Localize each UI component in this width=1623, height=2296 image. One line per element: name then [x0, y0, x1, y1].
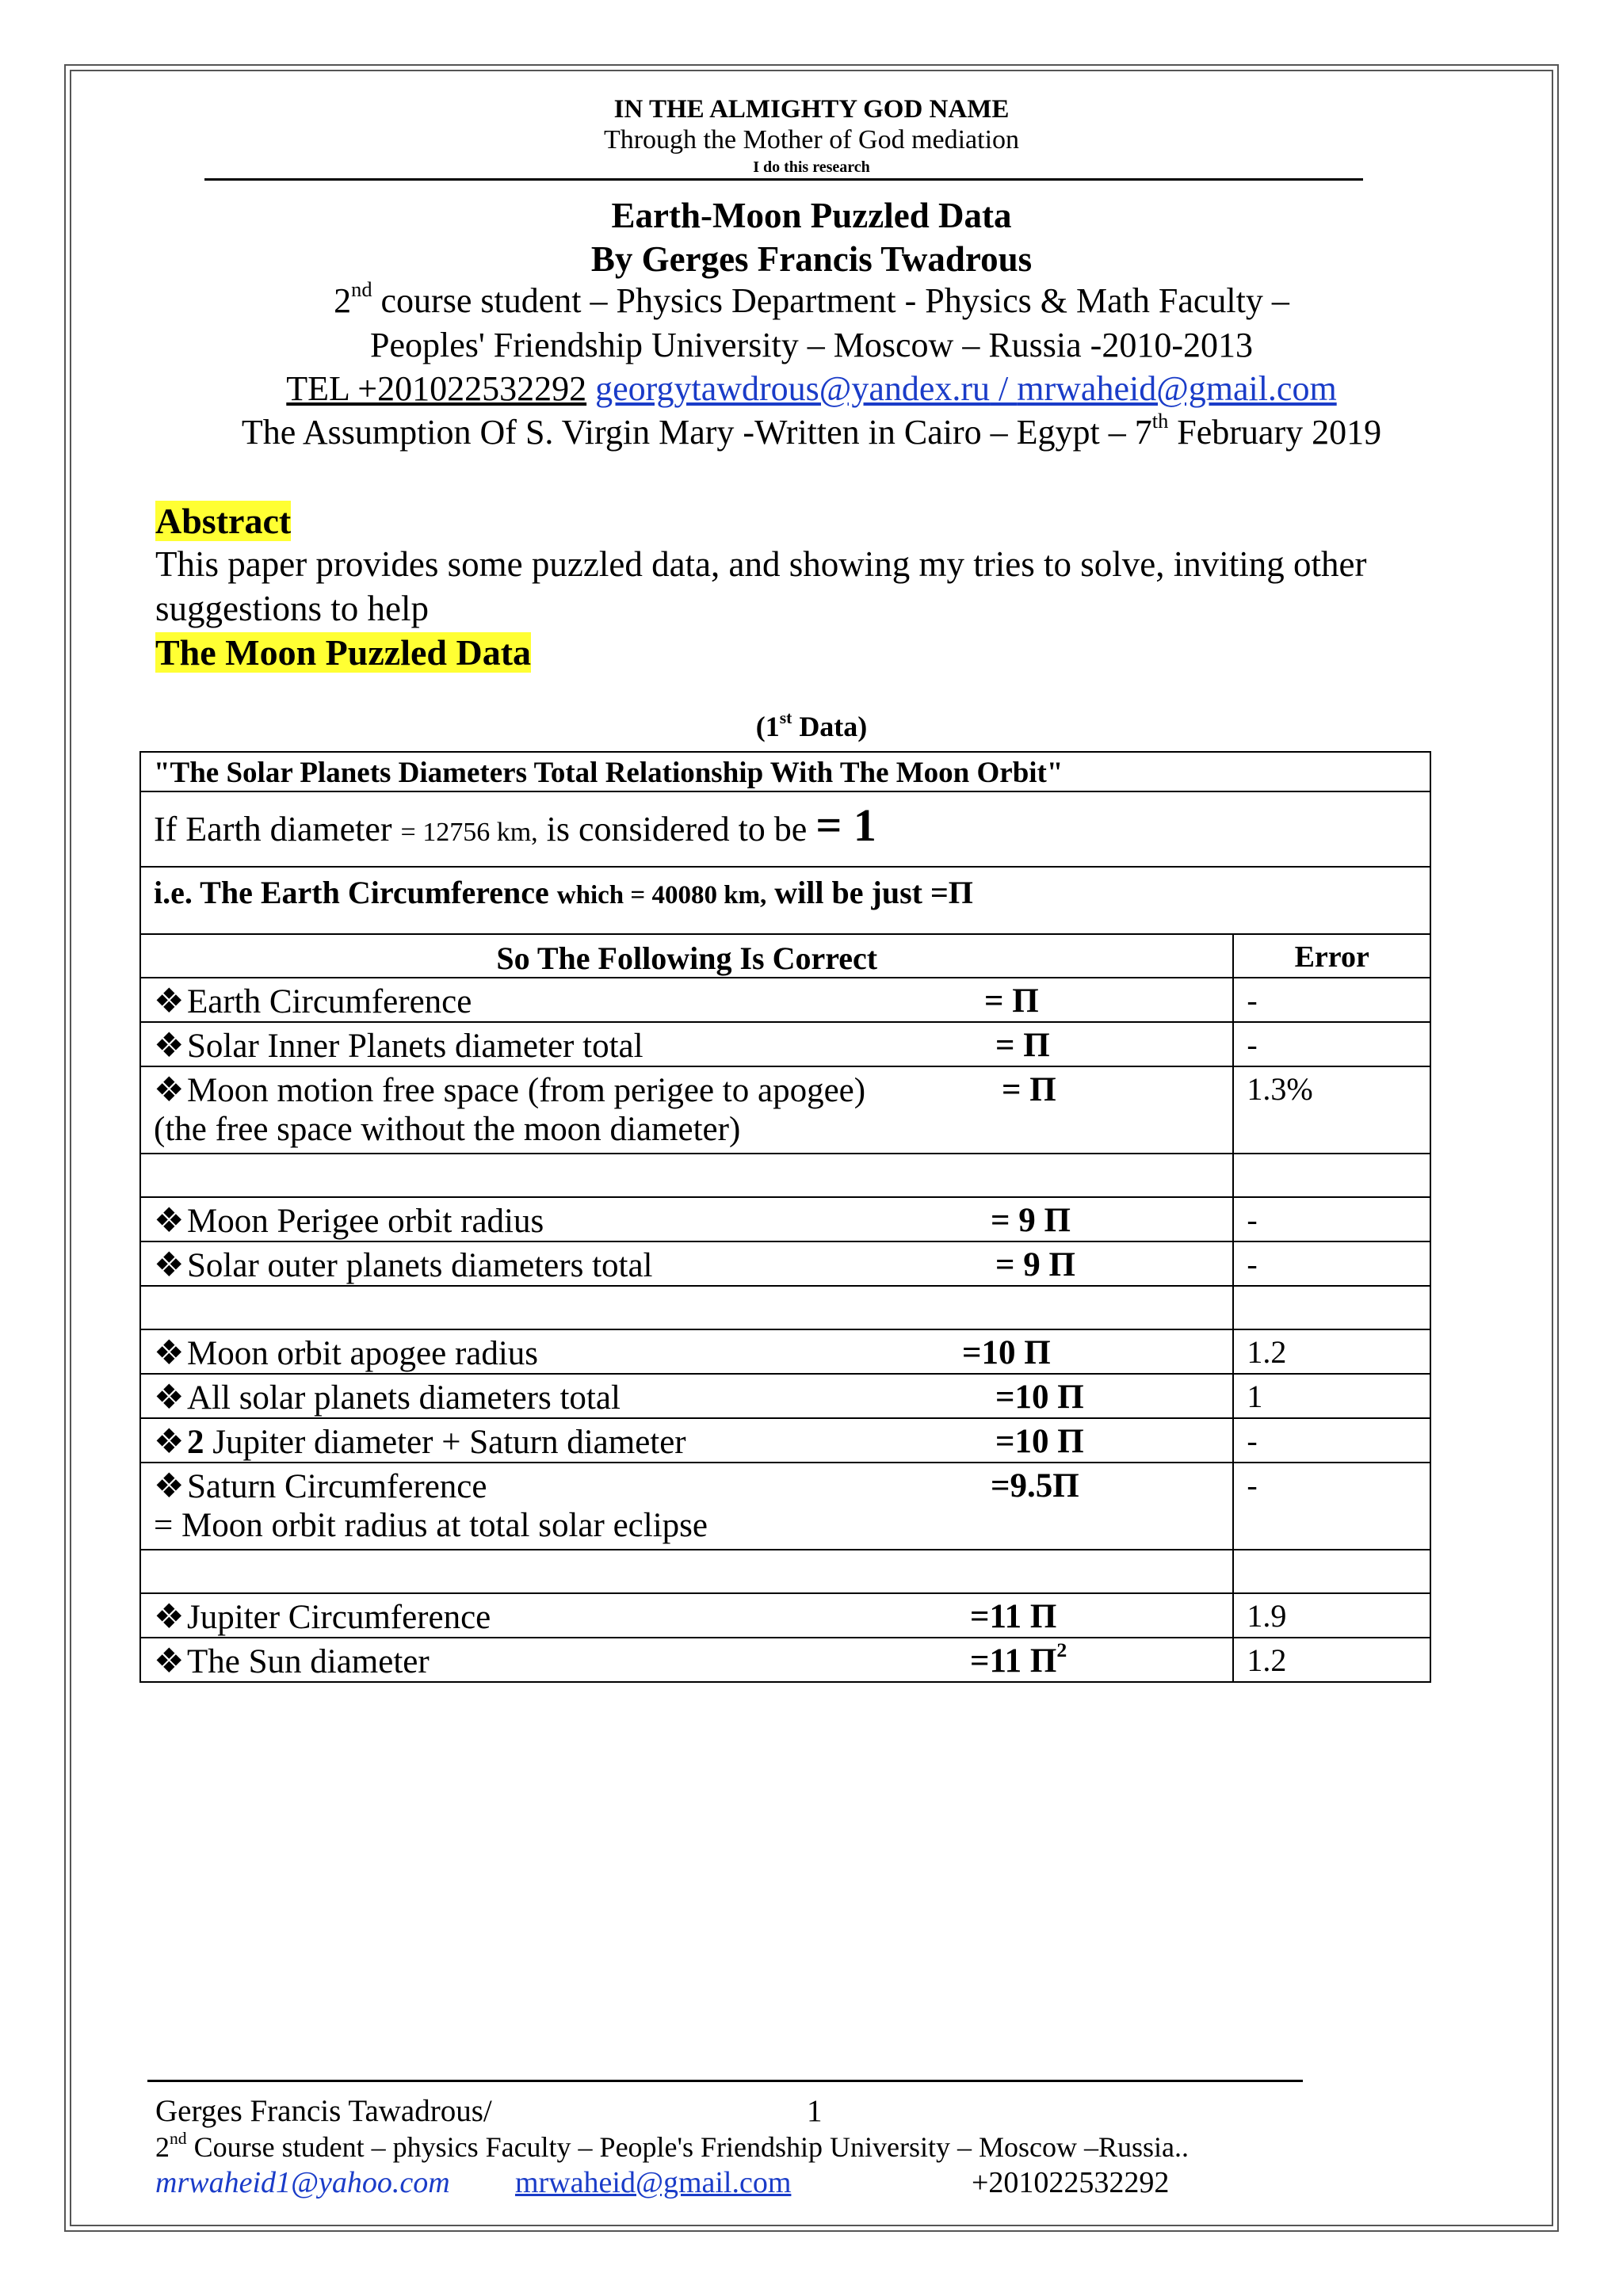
earth-circ-value: which = 40080 km, — [556, 881, 767, 910]
footer-course-description: Course student – physics Faculty – People's Friendship University – Moscow –Russia.. — [186, 2131, 1190, 2163]
earth-diameter-unity: = 1 — [815, 799, 876, 851]
abstract-heading — [155, 500, 291, 542]
footer-course-number: 2 — [155, 2131, 170, 2163]
table-row — [140, 1638, 1430, 1682]
item-cell — [140, 978, 1233, 1022]
table-row — [140, 1418, 1430, 1463]
table-row-spacer — [140, 1154, 1430, 1197]
item-value: = Π — [984, 982, 1039, 1020]
spacer-cell — [140, 1286, 1233, 1329]
item-label: Saturn Circumference — [187, 1468, 487, 1505]
item-label-bold: 2 — [187, 1424, 204, 1461]
footer-course-ordinal: nd — [170, 2128, 187, 2148]
table-row — [140, 978, 1430, 1022]
contact-line — [0, 368, 1623, 409]
item-value: = 9 Π — [995, 1246, 1075, 1283]
course-line — [0, 277, 1623, 321]
item-note: = Moon orbit radius at total solar eclipse — [154, 1507, 708, 1544]
item-cell — [140, 1374, 1233, 1418]
item-value: =10 Π — [962, 1334, 1051, 1371]
item-error: 1.3% — [1233, 1066, 1430, 1154]
item-cell — [140, 1197, 1233, 1241]
email-link-gmail[interactable]: mrwaheid@gmail.com — [1017, 369, 1337, 408]
item-cell — [140, 1066, 1233, 1154]
bullet-icon: ❖ — [154, 983, 185, 1020]
item-value: =9.5Π — [991, 1467, 1079, 1505]
item-value: = Π — [1002, 1071, 1056, 1108]
earth-circ-pi: will be just =Π — [766, 875, 973, 910]
bullet-icon: ❖ — [154, 1599, 185, 1636]
abstract-text-line2: suggestions to help — [155, 589, 429, 628]
item-label: Earth Circumference — [187, 983, 472, 1020]
item-cell — [140, 1593, 1233, 1638]
header-dedication: IN THE ALMIGHTY GOD NAME — [613, 95, 1010, 124]
written-ordinal: th — [1151, 409, 1169, 433]
paper-title: Earth-Moon Puzzled Data — [611, 196, 1012, 235]
error-header-cell: Error — [1233, 934, 1430, 978]
university-line: Peoples' Friendship University – Moscow – Russia -2010-2013 — [370, 326, 1253, 364]
item-label: Moon motion free space (from perigee to apogee) — [187, 1072, 866, 1109]
table-row — [140, 1593, 1430, 1638]
table-row — [140, 1066, 1430, 1154]
caption-ordinal: st — [779, 707, 792, 727]
earth-circ-label: i.e. The Earth Circumference — [154, 875, 557, 910]
item-error: - — [1233, 1463, 1430, 1550]
earth-diameter-label: If Earth diameter — [154, 810, 401, 849]
written-prefix: The Assumption Of S. Virgin Mary -Written in Cairo – Egypt – 7 — [241, 413, 1152, 452]
item-error: - — [1233, 1197, 1430, 1241]
bullet-icon: ❖ — [154, 1203, 185, 1240]
item-label: All solar planets diameters total — [187, 1379, 621, 1417]
bullet-icon: ❖ — [154, 1028, 185, 1065]
spacer-cell — [140, 1550, 1233, 1593]
tel-number: TEL +201022532292 — [286, 369, 587, 408]
table-row — [140, 1241, 1430, 1286]
written-date: February 2019 — [1168, 413, 1382, 452]
correct-header-cell: So The Following Is Correct — [140, 934, 1233, 978]
table-row — [140, 1329, 1430, 1374]
item-note: (the free space without the moon diameter) — [154, 1111, 741, 1148]
item-label: Moon Perigee orbit radius — [187, 1203, 544, 1240]
item-value: =10 Π — [995, 1423, 1084, 1460]
table-row — [140, 1374, 1430, 1418]
bullet-icon: ❖ — [154, 1643, 185, 1680]
section-heading — [155, 631, 531, 673]
table-title-cell: "The Solar Planets Diameters Total Relationship With The Moon Orbit" — [140, 752, 1430, 791]
bullet-icon: ❖ — [154, 1468, 185, 1505]
item-label: Solar Inner Planets diameter total — [187, 1028, 643, 1065]
item-value-exponent: 2 — [1056, 1638, 1067, 1661]
author-byline: By Gerges Francis Twadrous — [590, 239, 1033, 279]
header-divider — [204, 178, 1363, 181]
section-heading-text: The Moon Puzzled Data — [155, 632, 532, 673]
item-label: Jupiter diameter + Saturn diameter — [204, 1424, 686, 1461]
course-description: course student – Physics Department - Physics & Math Faculty – — [372, 281, 1289, 320]
abstract-heading-text: Abstract — [155, 501, 292, 541]
item-error: - — [1233, 1022, 1430, 1066]
bullet-icon: ❖ — [154, 1335, 185, 1372]
item-error: 1.9 — [1233, 1593, 1430, 1638]
item-value: =11 Π — [970, 1642, 1057, 1680]
table-row-spacer — [140, 1286, 1430, 1329]
earth-diameter-cell — [140, 791, 1430, 867]
header-research-note: I do this research — [753, 158, 870, 176]
item-cell — [140, 1638, 1233, 1682]
item-error: - — [1233, 978, 1430, 1022]
earth-diameter-mid: is considered to be — [537, 810, 816, 849]
email-link-yandex[interactable]: georgytawdrous@yandex.ru — [595, 369, 991, 408]
item-cell — [140, 1463, 1233, 1550]
item-cell — [140, 1022, 1233, 1066]
footer-course — [155, 2130, 1189, 2164]
item-value: = 9 Π — [991, 1202, 1071, 1239]
item-label: Solar outer planets diameters total — [187, 1247, 653, 1284]
caption-suffix: Data) — [792, 711, 868, 742]
footer-divider — [147, 2080, 1303, 2082]
item-error: 1 — [1233, 1374, 1430, 1418]
item-error: 1.2 — [1233, 1638, 1430, 1682]
item-cell — [140, 1418, 1233, 1463]
bullet-icon: ❖ — [154, 1379, 185, 1417]
table-row-spacer — [140, 1550, 1430, 1593]
written-line — [0, 409, 1623, 452]
item-value: =10 Π — [995, 1379, 1084, 1416]
bullet-icon: ❖ — [154, 1247, 185, 1284]
item-cell — [140, 1329, 1233, 1374]
item-value: = Π — [995, 1027, 1050, 1064]
item-label: Jupiter Circumference — [187, 1599, 491, 1636]
abstract-text-line1: This paper provides some puzzled data, and showing my tries to solve, inviting other — [155, 544, 1367, 584]
course-ordinal: nd — [351, 277, 372, 302]
earth-circumference-cell — [140, 867, 1430, 934]
page-number: 1 — [807, 2094, 823, 2128]
item-label: The Sun diameter — [187, 1643, 430, 1680]
item-error: - — [1233, 1418, 1430, 1463]
footer-phone: +201022532292 — [972, 2166, 1170, 2199]
course-number: 2 — [334, 281, 352, 320]
footer-author: Gerges Francis Tawadrous/ — [155, 2094, 492, 2128]
table-row — [140, 1197, 1430, 1241]
earth-diameter-value: = 12756 km, — [400, 818, 538, 847]
item-label: Moon orbit apogee radius — [187, 1335, 539, 1372]
data-table — [139, 751, 1431, 1683]
spacer-cell — [1233, 1550, 1430, 1593]
spacer-cell — [1233, 1286, 1430, 1329]
item-error: 1.2 — [1233, 1329, 1430, 1374]
item-value: =11 Π — [970, 1598, 1057, 1635]
table-caption — [0, 707, 1623, 743]
bullet-icon: ❖ — [154, 1072, 185, 1109]
item-cell — [140, 1241, 1233, 1286]
table-row — [140, 1463, 1430, 1550]
footer-email-yahoo[interactable]: mrwaheid1@yahoo.com — [155, 2166, 450, 2199]
email-separator: / — [990, 369, 1018, 408]
caption-prefix: (1 — [755, 711, 780, 742]
table-row — [140, 1022, 1430, 1066]
item-error: - — [1233, 1241, 1430, 1286]
spacer-cell — [1233, 1154, 1430, 1197]
spacer-cell — [140, 1154, 1233, 1197]
bullet-icon: ❖ — [154, 1424, 185, 1461]
header-mediation: Through the Mother of God mediation — [603, 125, 1020, 154]
footer-email-gmail[interactable]: mrwaheid@gmail.com — [515, 2166, 792, 2199]
